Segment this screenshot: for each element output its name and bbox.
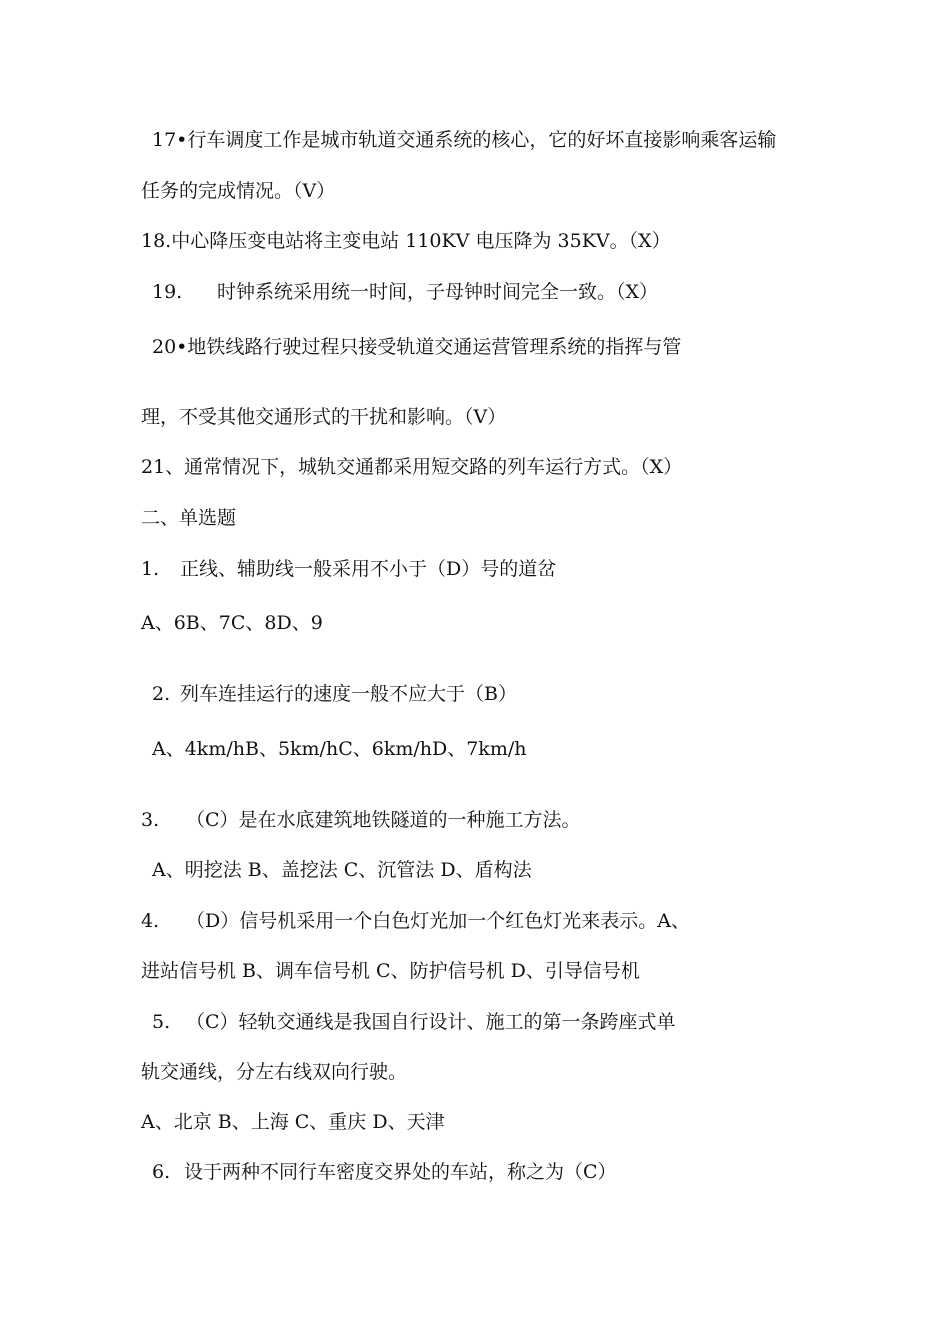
question-17-line-2: 任务的完成情况。（V） <box>141 180 336 202</box>
question-19-number: 19. <box>152 281 183 303</box>
single-choice-3-question: （C）是在水底建筑地铁隧道的一种施工方法。 <box>186 809 581 831</box>
single-choice-4-question: （D）信号机采用一个白色灯光加一个红色灯光来表示。A、 <box>186 910 690 932</box>
single-choice-5-question-line-1: （C）轻轨交通线是我国自行设计、施工的第一条跨座式单 <box>186 1011 676 1033</box>
single-choice-5-number: 5. <box>152 1011 171 1033</box>
single-choice-1-options: A、6B、7C、8D、9 <box>141 612 323 634</box>
single-choice-3-options: A、明挖法 B、盖挖法 C、沉管法 D、盾构法 <box>152 859 532 881</box>
single-choice-3-number: 3. <box>141 809 160 831</box>
single-choice-4-number: 4. <box>141 910 160 932</box>
single-choice-1-question: 正线、辅助线一般采用不小于（D）号的道岔 <box>180 558 557 580</box>
single-choice-6-number: 6. <box>152 1161 171 1183</box>
single-choice-5-question-line-2: 轨交通线，分左右线双向行驶。 <box>141 1061 408 1083</box>
single-choice-5-options: A、北京 B、上海 C、重庆 D、天津 <box>141 1111 445 1133</box>
question-20-line-2: 理，不受其他交通形式的干扰和影响。（V） <box>141 406 507 428</box>
question-17-line-1: 17•行车调度工作是城市轨道交通系统的核心，它的好坏直接影响乘客运输 <box>152 129 777 151</box>
single-choice-2-options: A、4km/hB、5km/hC、6km/hD、7km/h <box>152 738 527 760</box>
question-21: 21、通常情况下，城轨交通都采用短交路的列车运行方式。（X） <box>141 456 683 478</box>
single-choice-1-number: 1. <box>141 558 160 580</box>
single-choice-6-question: 设于两种不同行车密度交界处的车站，称之为（C） <box>184 1161 617 1183</box>
question-18: 18.中心降压变电站将主变电站 110KV 电压降为 35KV。（X） <box>141 230 671 252</box>
question-20-line-1: 20•地铁线路行驶过程只接受轨道交通运营管理系统的指挥与管 <box>152 336 682 358</box>
single-choice-2-number: 2. <box>152 683 171 705</box>
question-19-text: 时钟系统采用统一时间，子母钟时间完全一致。（X） <box>217 281 659 303</box>
single-choice-2-question: 列车连挂运行的速度一般不应大于（B） <box>180 683 517 705</box>
section-heading-single-choice: 二、单选题 <box>141 507 237 529</box>
single-choice-4-options: 进站信号机 B、调车信号机 C、防护信号机 D、引导信号机 <box>141 960 640 982</box>
